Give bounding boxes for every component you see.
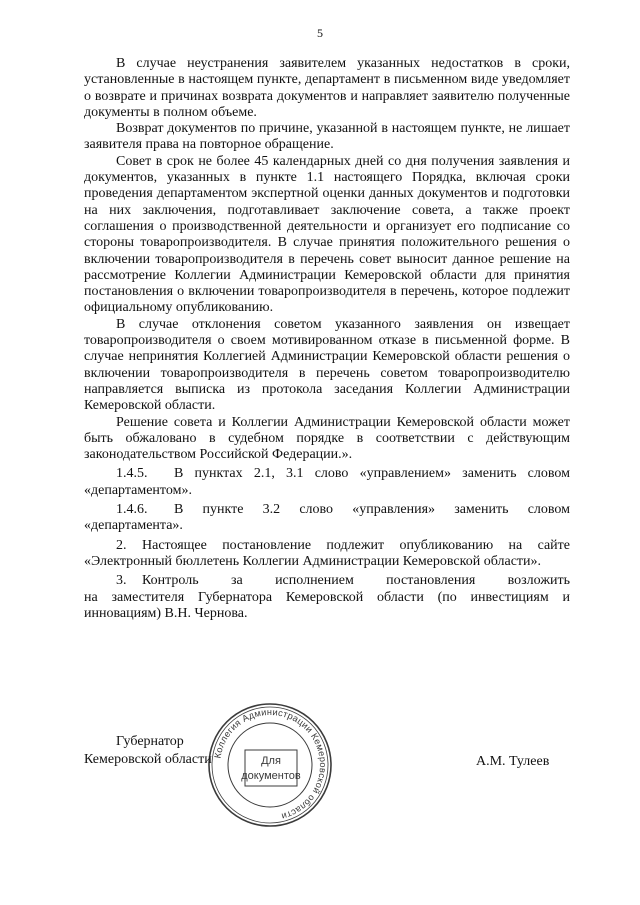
paragraph: Возврат документов по причине, указанной в настоящем пункте, не лишает заявителя права на повторное обращение. [84, 121, 570, 153]
paragraph: В случае неустранения заявителем указанных недостатков в сроки, установленные в настоящем пункте, департамент в письменном виде уведомляет о возврате и причинах возврата документов и направляет заявителю полученные документы в полном объеме. [84, 56, 570, 120]
document-body [84, 56, 570, 625]
official-seal-stamp [205, 700, 335, 830]
stamp-center-line-2: документов [241, 770, 301, 782]
clause-text: В пункте 3.2 слово «управления» заменить словом [174, 502, 570, 518]
clause-text-continued: на заместителя Губернатора Кемеровской области (по инвестициям и инновациям) В.Н. Чернова. [84, 589, 570, 621]
clause-number: 3. [116, 573, 127, 589]
clause-text-continued: «департамента». [84, 518, 183, 534]
signatory-position [84, 733, 212, 769]
stamp-center-line-1: Для [261, 755, 281, 767]
paragraph: Решение совета и Коллегии Администрации Кемеровской области может быть обжаловано в судебном порядке в соответствии с действующим законодательством Российской Федерации.». [84, 414, 570, 463]
clause-text: Контроль за исполнением постановления возложить [142, 573, 570, 589]
clause-text: В пунктах 2.1, 3.1 слово «управлением» заменить словом [174, 466, 570, 482]
clause-text-continued: «Электронный бюллетень Коллегии Администрации Кемеровской области». [84, 553, 542, 569]
stamp-ring-text: Коллегия Администрации Кемеровской области [212, 706, 329, 822]
page-number: 5 [317, 26, 323, 40]
clause-3 [84, 573, 570, 622]
clause-number: 2. [116, 537, 127, 553]
clause-text-continued: «департаментом». [84, 482, 192, 498]
clause-2 [84, 538, 570, 571]
clause-number: 1.4.6. [116, 502, 148, 518]
clause-number: 1.4.5. [116, 466, 148, 482]
paragraph: В случае отклонения советом указанного заявления он извещает товаропроизводителя о своем мотивированном отказе в письменной форме. В случае непринятия Коллегией Администрации Кемеровской области решения о включении товаропроизводителя в перечень советом товаропроизводителю направляется выписка из протокола заседания Коллегии Администрации Кемеровской области. [84, 316, 570, 414]
clause-1-4-6 [84, 502, 570, 535]
signatory-name: А.М. Тулеев [476, 754, 550, 769]
signatory-region: Кемеровской области [84, 752, 212, 767]
signatory-title: Губернатор [116, 734, 184, 749]
clause-1-4-5 [84, 466, 570, 499]
clause-text: Настоящее постановление подлежит опубликованию на сайте [142, 537, 570, 553]
paragraph: Совет в срок не более 45 календарных дней со дня получения заявления и документов, указанных в пункте 1.1 настоящего Порядка, включая сроки проведения департаментом экспертной оценки данных документов и подготовки на них заключения, подготавливает заключение совета, а также проект соглашения о производственной деятельности и организует его подписание со стороны товаропроизводителя. В случае принятия положительного решения о включении товаропроизводителя в перечень совет выносит данное решение на рассмотрение Коллегии Администрации Кемеровской области для принятия постановления о включении товаропроизводителя в перечень, которое подлежит официальному опубликованию. [84, 153, 570, 316]
